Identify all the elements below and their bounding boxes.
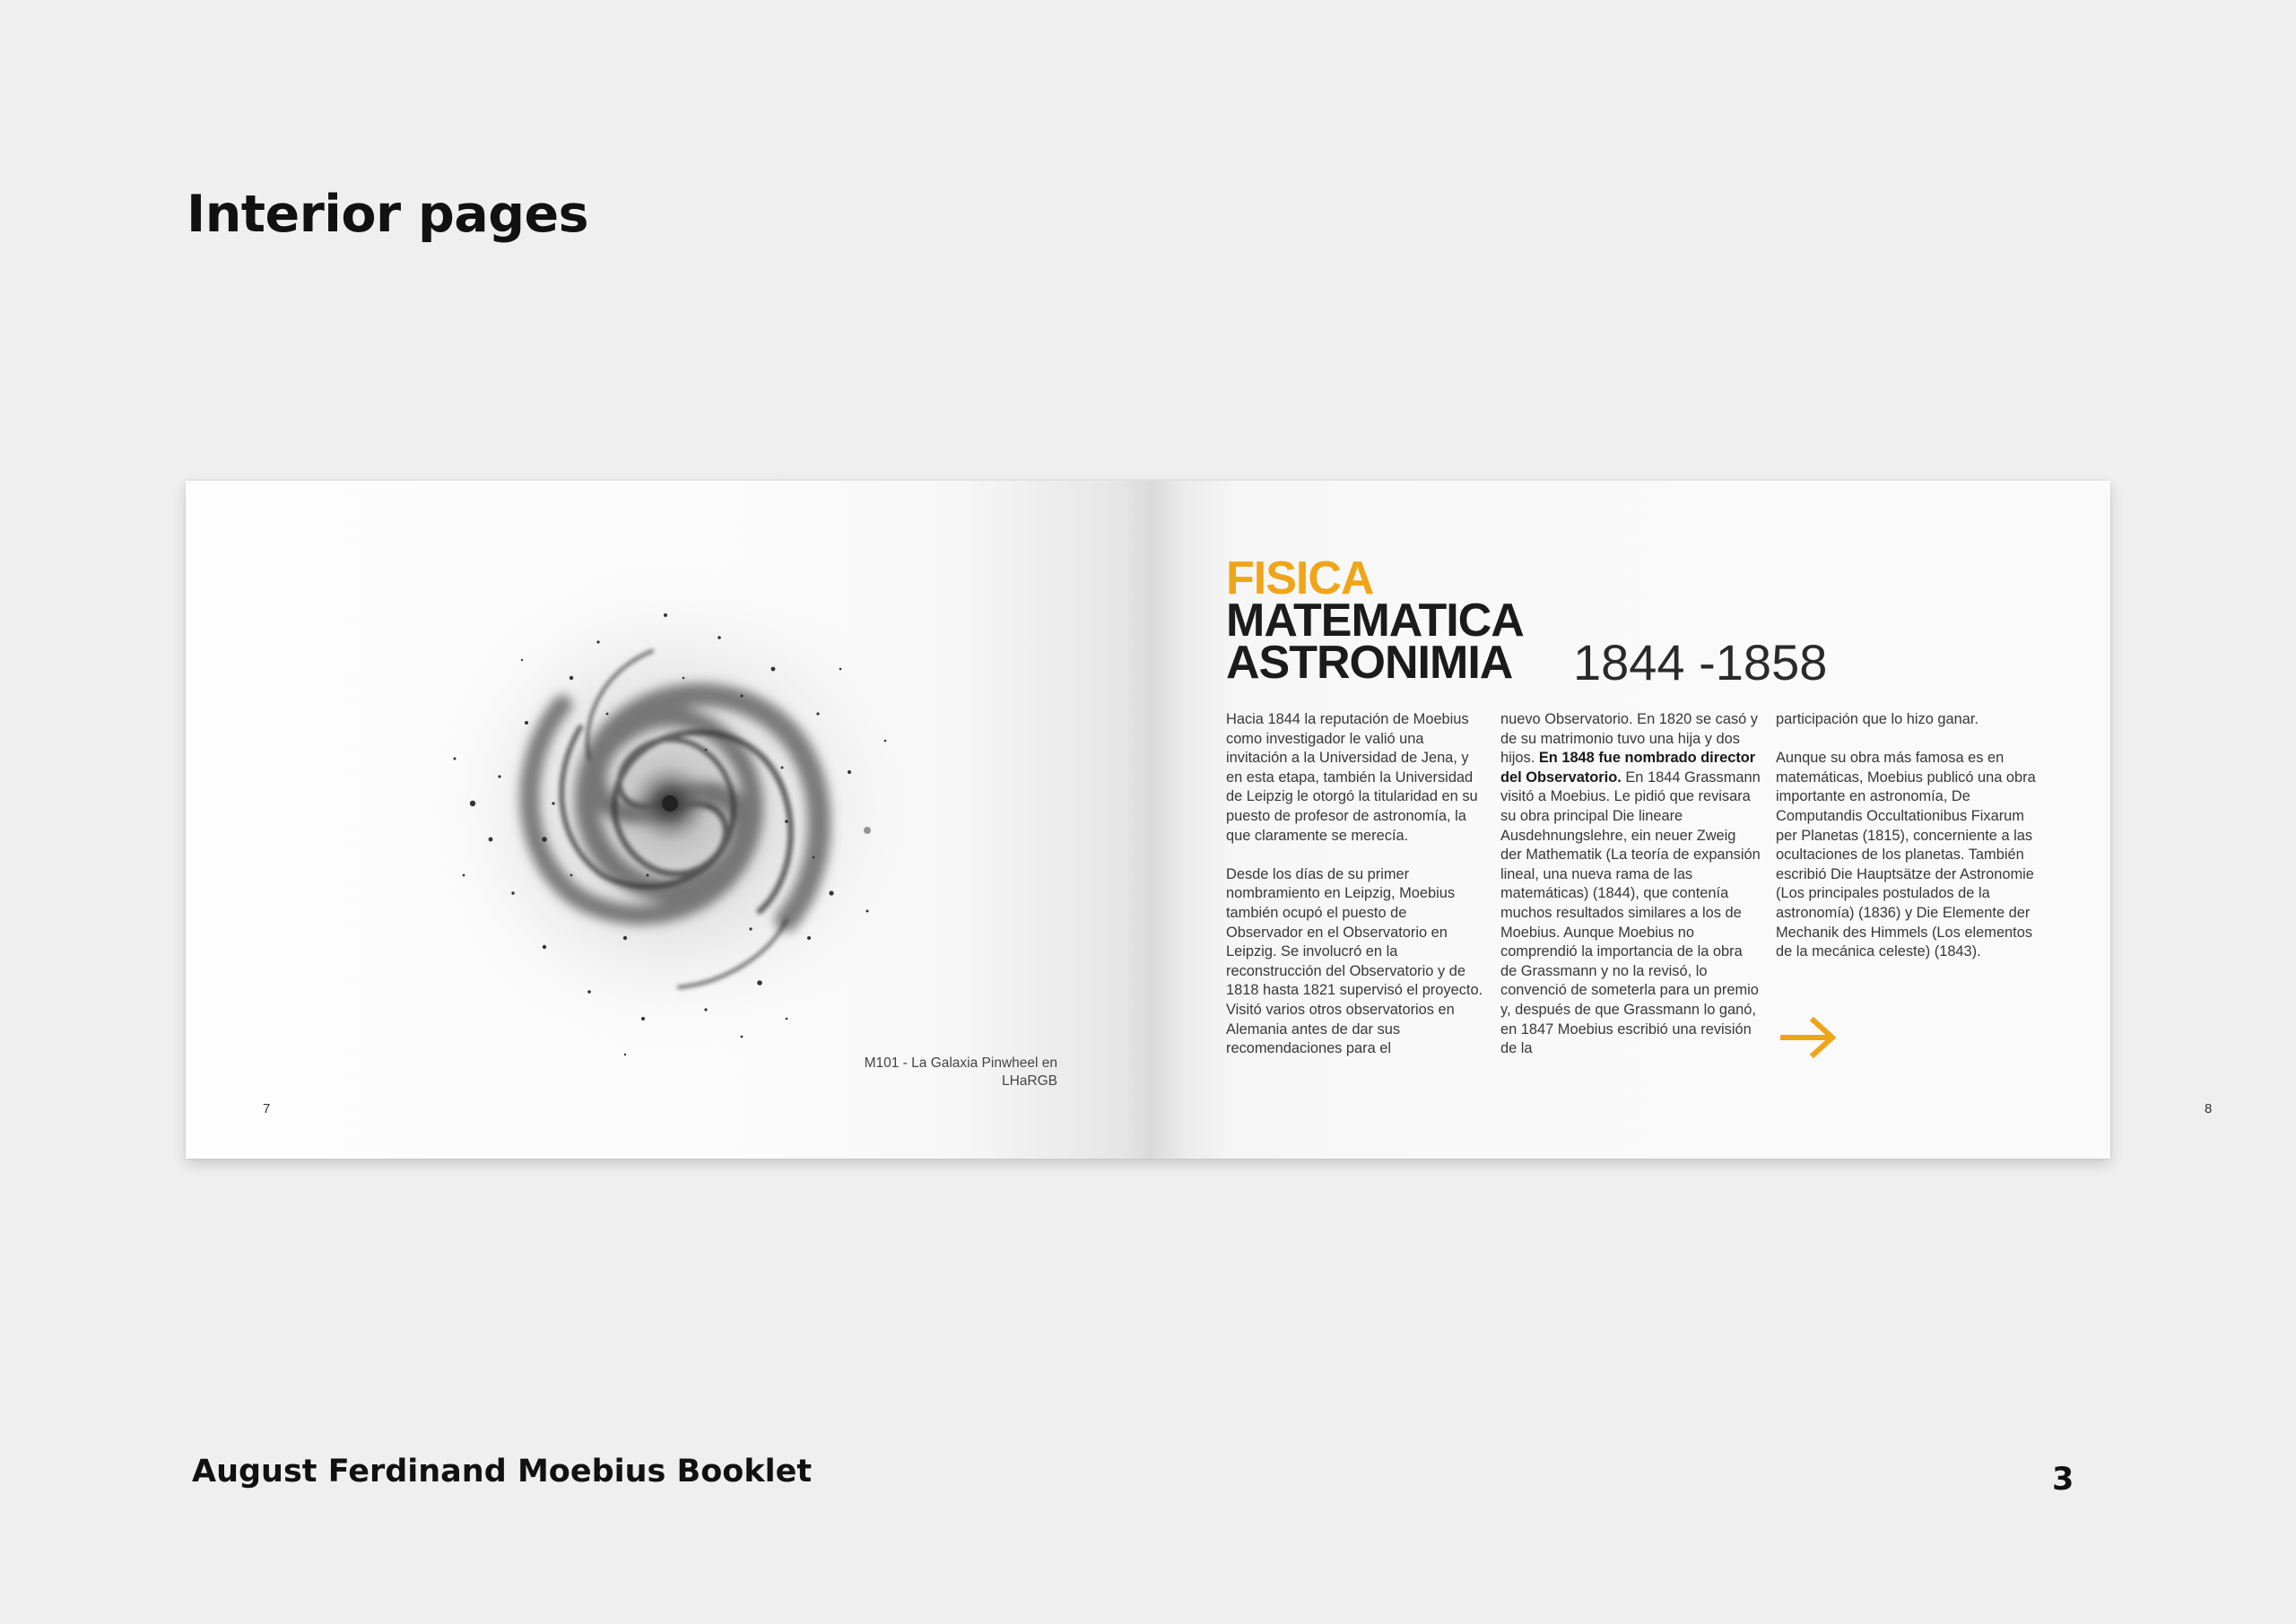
heading-line-1: FISICA — [1226, 552, 1374, 604]
arrow-right-icon — [1781, 1015, 1837, 1060]
spiral-galaxy-icon — [365, 534, 975, 1099]
page-number-left: 7 — [263, 1101, 271, 1116]
slide-title: Interior pages — [187, 185, 589, 244]
paragraph-text: En 1844 Grassmann visitó a Moebius. Le pidió que revisara su obra principal Die lineare Ausdehnungslehre, ein neuer Zweig der Mathematik (La teoría de expansión lineal, una nueva rama de las matemáticas) (1844), que contenía muchos resultados similares a los de Moebius. Aunque Moebius no comprendió la importancia de la obra de Grassmann y no la revisó, lo convenció de someterla para un premio y, después de que Grassmann lo ganó, en 1847 Moebius escribió una revisión de la — [1500, 769, 1761, 1057]
paragraph — [1500, 710, 1761, 1059]
booklet-spread — [186, 481, 2213, 1159]
heading-line-3: ASTRONIMIA — [1226, 637, 1513, 689]
page-number-right: 8 — [2205, 1101, 2213, 1116]
paragraph: participación que lo hizo ganar. — [1776, 711, 1979, 727]
chapter-years: 1844 -1858 — [1573, 634, 1828, 690]
paragraph-bold-text: En 1848 fue nombrado director del Observatorio. — [1500, 750, 1756, 786]
paragraph: Hacia 1844 la reputación de Moebius como investigador le valió una invitación a la Universidad de Jena, y en esta etapa, también la Universidad de Leipzig le otorgó la titularidad en su puesto de profesor de astronomía, la que claramente se merecía. — [1226, 711, 1478, 844]
text-column-2 — [1500, 710, 1761, 1078]
paragraph: Desde los días de su primer nombramiento en Leipzig, Moebius también ocupó el puesto de Observador en el Observatorio en Leipzig. Se involucró en la reconstrucción del Observatorio y de 1818 hasta 1821 supervisó el proyecto. Visitó varios otros observatorios en Alemania antes de dar sus recomendaciones para el — [1226, 865, 1483, 1057]
right-page — [1148, 481, 2213, 1159]
image-caption: M101 - La Galaxia Pinwheel en LHaRGB — [864, 1055, 1057, 1089]
paragraph-text: nuevo Observatorio. En 1820 se casó y de su matrimonio tuvo una hija y dos hijos. — [1500, 711, 1759, 767]
chapter-heading — [1226, 552, 1524, 689]
text-column-1 — [1226, 710, 1486, 1078]
heading-line-2: MATEMATICA — [1226, 595, 1524, 647]
left-page — [186, 481, 1148, 1159]
text-column-3 — [1776, 710, 2036, 981]
slide-page-number: 3 — [2052, 1462, 2074, 1498]
paragraph: Aunque su obra más famosa es en matemáticas, Moebius publicó una obra importante en astronomía, De Computandis Occultationibus Fixarum per Planetas (1815), concerniente a las ocultaciones de los planetas. También escribió Die Hauptsätze der Astronomie (Los principales postulados de la astronomía) (1836) y Die Elemente der Mechanik des Himmels (Los elementos de la mecánica celeste) (1843). — [1776, 750, 2036, 960]
footer-title: August Ferdinand Moebius Booklet — [192, 1454, 813, 1489]
